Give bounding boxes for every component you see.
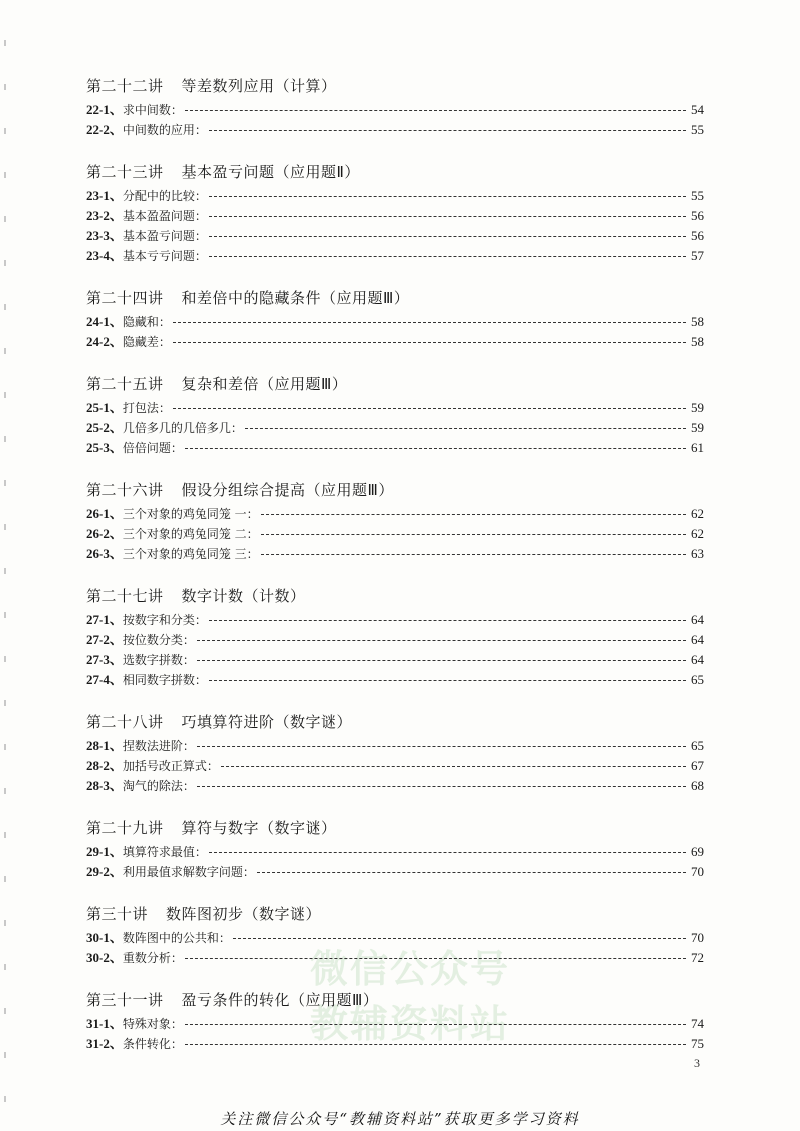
toc-entry[interactable] — [86, 226, 704, 246]
entry-page-number: 72 — [691, 950, 704, 965]
entry-page-number: 56 — [691, 208, 704, 223]
dot-leader — [173, 321, 686, 323]
toc-entry[interactable] — [86, 418, 704, 438]
entry-title: 条件转化： — [122, 1037, 183, 1051]
footer-note: 关注微信公众号“教辅资料站”获取更多学习资料 — [220, 1110, 580, 1128]
entry-title: 三个对象的鸡兔同笼 三： — [122, 547, 259, 561]
toc-entry[interactable] — [86, 650, 704, 670]
toc-entry[interactable] — [86, 736, 704, 756]
chapter-heading — [86, 162, 704, 184]
entry-title: 基本盈亏问题： — [122, 229, 207, 243]
entry-title: 中间数的应用： — [122, 123, 207, 137]
entry-title: 捏数法进阶： — [122, 739, 195, 753]
chapter-title: 算符与数字（数字谜） — [181, 819, 337, 837]
entry-number: 28-2、 — [86, 758, 123, 773]
toc-entry[interactable] — [86, 332, 704, 352]
entry-title: 隐藏和： — [122, 315, 171, 329]
entry-title: 几倍多几的几倍多几： — [122, 421, 243, 435]
dot-leader — [185, 1023, 686, 1025]
entry-number: 27-1、 — [86, 612, 123, 627]
chapter-title: 假设分组综合提高（应用题Ⅲ） — [181, 481, 394, 499]
entry-number: 25-3、 — [86, 440, 123, 455]
dot-leader — [209, 235, 686, 237]
entry-number: 23-4、 — [86, 248, 123, 263]
toc-entry[interactable] — [86, 398, 704, 418]
entry-number: 31-1、 — [86, 1016, 123, 1031]
toc-entry[interactable] — [86, 842, 704, 862]
toc-chapter — [86, 818, 704, 882]
dot-leader — [209, 195, 686, 197]
toc-entry[interactable] — [86, 504, 704, 524]
chapter-heading — [86, 586, 704, 608]
toc-entry[interactable] — [86, 438, 704, 458]
dot-leader — [173, 341, 686, 343]
chapter-heading — [86, 990, 704, 1012]
toc-entry[interactable] — [86, 1034, 704, 1054]
entry-number: 25-1、 — [86, 400, 123, 415]
entry-number: 29-2、 — [86, 864, 123, 879]
chapter-title: 复杂和差倍（应用题Ⅲ） — [181, 375, 348, 393]
dot-leader — [261, 533, 686, 535]
dot-leader — [197, 785, 686, 787]
entry-number: 23-3、 — [86, 228, 123, 243]
toc-chapter — [86, 586, 704, 690]
chapter-title: 盈亏条件的转化（应用题Ⅲ） — [181, 991, 379, 1009]
chapter-heading — [86, 374, 704, 396]
toc-entry[interactable] — [86, 630, 704, 650]
dot-leader — [185, 109, 686, 111]
dot-leader — [261, 553, 686, 555]
entry-title: 三个对象的鸡兔同笼 一： — [122, 507, 259, 521]
toc-entry[interactable] — [86, 610, 704, 630]
toc-entry[interactable] — [86, 186, 704, 206]
chapter-heading — [86, 904, 704, 926]
dot-leader — [245, 427, 686, 429]
entry-number: 29-1、 — [86, 844, 123, 859]
chapter-number: 第二十五讲 — [86, 375, 164, 393]
chapter-title: 基本盈亏问题（应用题Ⅱ） — [181, 163, 360, 181]
toc-entry[interactable] — [86, 206, 704, 226]
entry-title: 按位数分类： — [122, 633, 195, 647]
entry-number: 23-1、 — [86, 188, 123, 203]
entry-page-number: 75 — [691, 1036, 704, 1051]
entry-page-number: 58 — [691, 314, 704, 329]
toc-entry[interactable] — [86, 524, 704, 544]
entry-title: 倍倍问题： — [122, 441, 183, 455]
toc-entry[interactable] — [86, 246, 704, 266]
entry-page-number: 54 — [691, 102, 704, 117]
entry-page-number: 59 — [691, 400, 704, 415]
toc-chapter — [86, 162, 704, 266]
entry-title: 隐藏差： — [122, 335, 171, 349]
dot-leader — [209, 255, 686, 257]
entry-page-number: 61 — [691, 440, 704, 455]
entry-page-number: 62 — [691, 506, 704, 521]
dot-leader — [257, 871, 686, 873]
entry-number: 28-3、 — [86, 778, 123, 793]
toc-chapter — [86, 374, 704, 458]
toc-entry[interactable] — [86, 1014, 704, 1034]
watermark-line-1: 微信公众号 — [309, 947, 510, 991]
entry-number: 26-2、 — [86, 526, 123, 541]
entry-title: 三个对象的鸡兔同笼 二： — [122, 527, 259, 541]
chapter-title: 巧填算符进阶（数字谜） — [181, 713, 353, 731]
entry-page-number: 64 — [691, 612, 704, 627]
dot-leader — [209, 851, 686, 853]
entry-title: 按数字和分类： — [122, 613, 207, 627]
toc-entry[interactable] — [86, 670, 704, 690]
page-number: 3 — [694, 1056, 700, 1070]
watermark-line-2: 教辅资料站 — [309, 1002, 510, 1046]
entry-number: 31-2、 — [86, 1036, 123, 1051]
dot-leader — [221, 765, 686, 767]
entry-title: 特殊对象： — [122, 1017, 183, 1031]
entry-number: 24-1、 — [86, 314, 123, 329]
binding-margin — [4, 40, 8, 1100]
chapter-number: 第二十四讲 — [86, 289, 164, 307]
toc-chapter — [86, 904, 704, 968]
entry-page-number: 65 — [691, 672, 704, 687]
entry-number: 22-2、 — [86, 122, 123, 137]
entry-page-number: 63 — [691, 546, 704, 561]
entry-title: 基本亏亏问题： — [122, 249, 207, 263]
entry-number: 30-1、 — [86, 930, 123, 945]
entry-title: 相同数字拼数： — [122, 673, 207, 687]
entry-page-number: 70 — [691, 864, 704, 879]
dot-leader — [197, 659, 686, 661]
dot-leader — [209, 129, 686, 131]
entry-title: 打包法： — [122, 401, 171, 415]
entry-number: 30-2、 — [86, 950, 123, 965]
entry-title: 数阵图中的公共和： — [122, 931, 231, 945]
entry-page-number: 69 — [691, 844, 704, 859]
chapter-number: 第二十八讲 — [86, 713, 164, 731]
entry-page-number: 56 — [691, 228, 704, 243]
entry-page-number: 68 — [691, 778, 704, 793]
chapter-heading — [86, 712, 704, 734]
entry-page-number: 57 — [691, 248, 704, 263]
toc-chapter — [86, 990, 704, 1054]
dot-leader — [197, 639, 686, 641]
entry-title: 基本盈盈问题： — [122, 209, 207, 223]
entry-page-number: 64 — [691, 632, 704, 647]
dot-leader — [209, 619, 686, 621]
entry-page-number: 65 — [691, 738, 704, 753]
dot-leader — [209, 215, 686, 217]
entry-page-number: 59 — [691, 420, 704, 435]
toc-chapter — [86, 76, 704, 140]
entry-title: 求中间数： — [122, 103, 183, 117]
entry-title: 填算符求最值： — [122, 845, 207, 859]
entry-number: 28-1、 — [86, 738, 123, 753]
dot-leader — [185, 957, 686, 959]
toc-chapter — [86, 480, 704, 564]
toc-entry[interactable] — [86, 776, 704, 796]
chapter-title: 数阵图初步（数字谜） — [166, 905, 322, 923]
entry-title: 重数分析： — [122, 951, 183, 965]
entry-number: 26-1、 — [86, 506, 123, 521]
entry-page-number: 58 — [691, 334, 704, 349]
entry-number: 24-2、 — [86, 334, 123, 349]
chapter-number: 第三十讲 — [86, 905, 149, 923]
chapter-title: 和差倍中的隐藏条件（应用题Ⅲ） — [181, 289, 410, 307]
entry-page-number: 74 — [691, 1016, 704, 1031]
toc-entry[interactable] — [86, 756, 704, 776]
chapter-number: 第二十七讲 — [86, 587, 164, 605]
entry-number: 27-3、 — [86, 652, 123, 667]
dot-leader — [209, 679, 686, 681]
entry-page-number: 55 — [691, 188, 704, 203]
chapter-number: 第二十六讲 — [86, 481, 164, 499]
toc-entry[interactable] — [86, 100, 704, 120]
entry-title: 选数字拼数： — [122, 653, 195, 667]
entry-number: 25-2、 — [86, 420, 123, 435]
table-of-contents — [86, 76, 704, 1076]
entry-page-number: 70 — [691, 930, 704, 945]
toc-entry[interactable] — [86, 948, 704, 968]
entry-title: 淘气的除法： — [122, 779, 195, 793]
dot-leader — [233, 937, 686, 939]
toc-entry[interactable] — [86, 928, 704, 948]
dot-leader — [197, 745, 686, 747]
entry-title: 分配中的比较： — [122, 189, 207, 203]
entry-page-number: 64 — [691, 652, 704, 667]
chapter-number: 第二十九讲 — [86, 819, 164, 837]
entry-page-number: 62 — [691, 526, 704, 541]
entry-title: 加括号改正算式： — [122, 759, 219, 773]
dot-leader — [173, 407, 686, 409]
chapter-heading — [86, 818, 704, 840]
chapter-heading — [86, 480, 704, 502]
entry-number: 23-2、 — [86, 208, 123, 223]
toc-entry[interactable] — [86, 544, 704, 564]
toc-entry[interactable] — [86, 120, 704, 140]
toc-chapter — [86, 712, 704, 796]
toc-chapter — [86, 288, 704, 352]
entry-page-number: 55 — [691, 122, 704, 137]
entry-number: 22-1、 — [86, 102, 123, 117]
entry-page-number: 67 — [691, 758, 704, 773]
chapter-number: 第二十二讲 — [86, 77, 164, 95]
chapter-title: 数字计数（计数） — [181, 587, 306, 605]
dot-leader — [185, 1043, 686, 1045]
dot-leader — [261, 513, 686, 515]
chapter-heading — [86, 288, 704, 310]
entry-number: 26-3、 — [86, 546, 123, 561]
entry-title: 利用最值求解数字问题： — [122, 865, 255, 879]
dot-leader — [185, 447, 686, 449]
chapter-heading — [86, 76, 704, 98]
chapter-title: 等差数列应用（计算） — [181, 77, 337, 95]
chapter-number: 第二十三讲 — [86, 163, 164, 181]
toc-entry[interactable] — [86, 862, 704, 882]
entry-number: 27-2、 — [86, 632, 123, 647]
entry-number: 27-4、 — [86, 672, 123, 687]
toc-entry[interactable] — [86, 312, 704, 332]
chapter-number: 第三十一讲 — [86, 991, 164, 1009]
